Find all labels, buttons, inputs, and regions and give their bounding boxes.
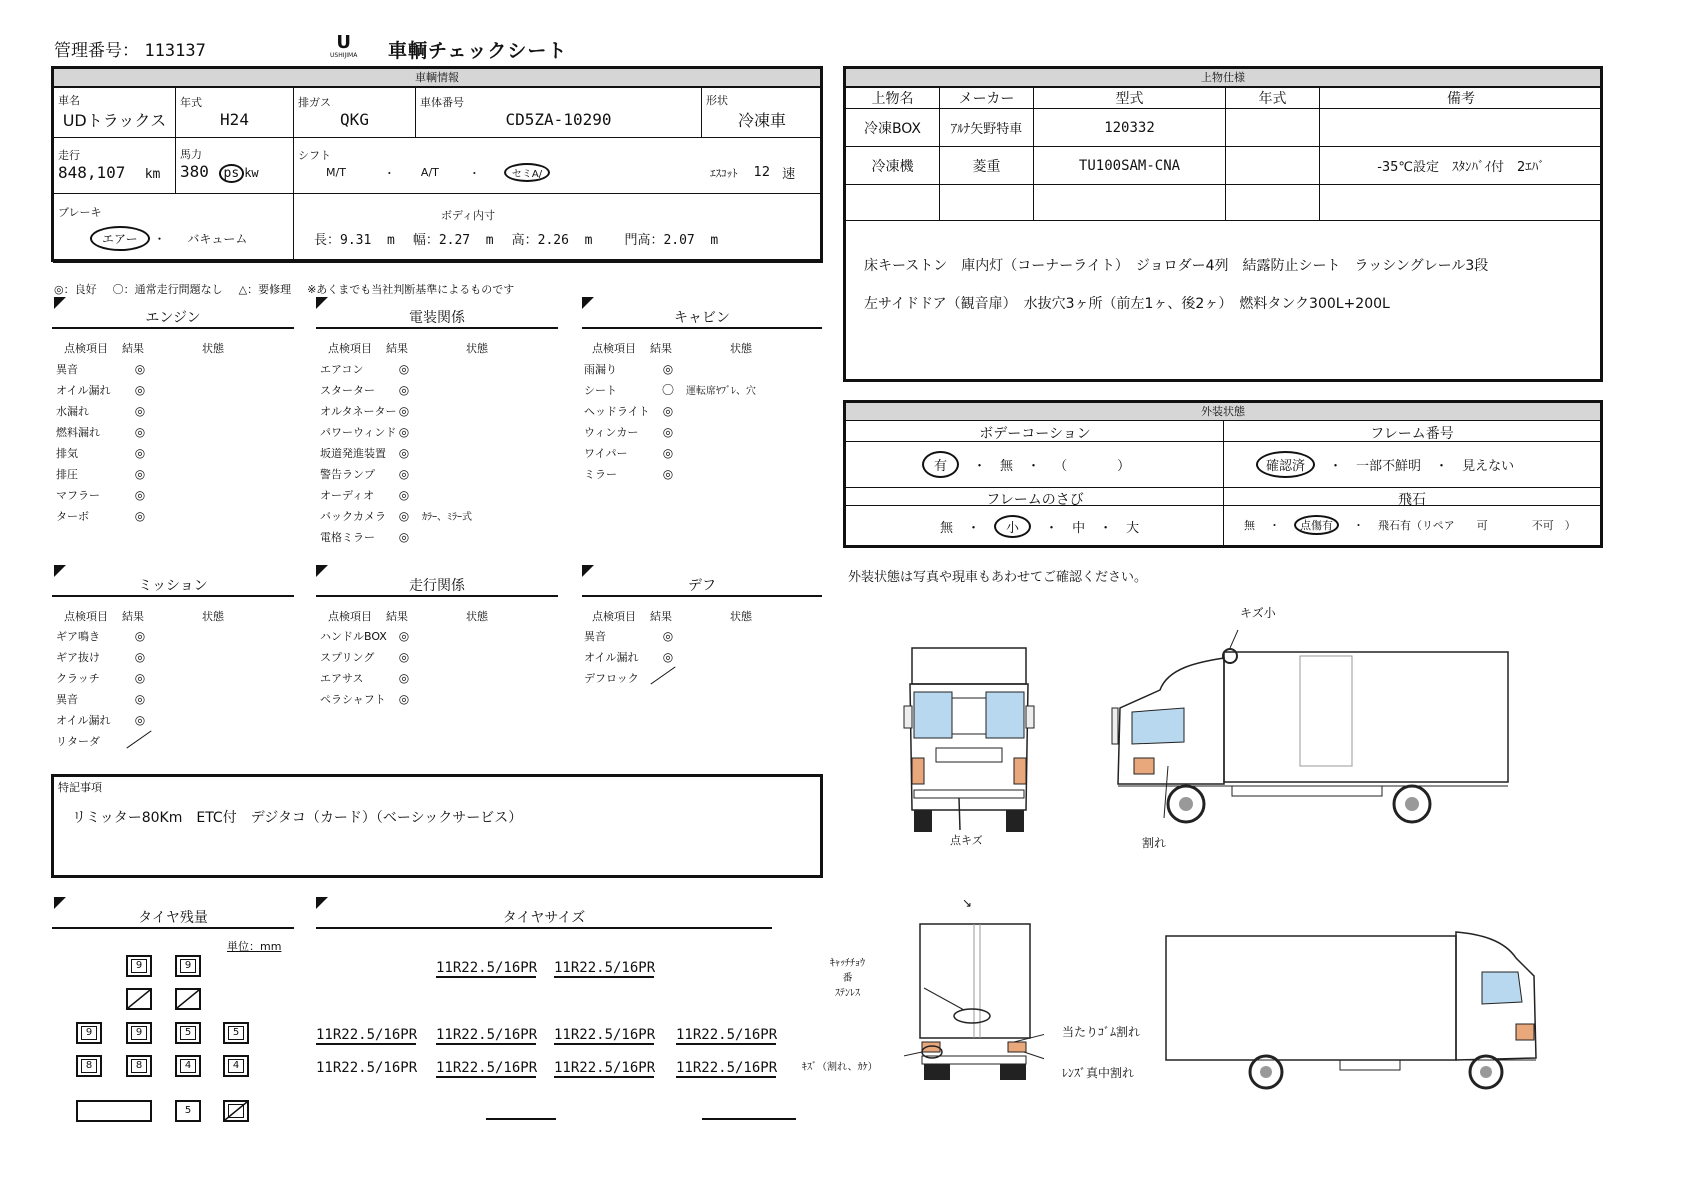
tire-size-r2-1: 11R22.5/16PR <box>316 1060 418 1076</box>
truck-side-view-left <box>1108 628 1518 838</box>
running-list <box>320 625 422 709</box>
inspection-row <box>584 463 756 484</box>
remarks-text: リミッター80Km ETC付 デジタコ（カード）（ベーシックサービス） <box>72 810 523 826</box>
body-spec-row-unit: 冷凍機 菱重 TU100SAM-CNA -35℃設定 ｽﾀﾝﾊﾞｲ付 2ｴﾊﾞ <box>846 147 1603 185</box>
tire-size-r2-3: 11R22.5/16PR <box>554 1060 656 1076</box>
tire-rear2-inner-left: 8 <box>126 1055 152 1077</box>
car-name-cell: 車名 UDトラックス <box>54 88 176 138</box>
brake-air: エアー <box>90 226 150 251</box>
tire-size-r1-4: 11R22.5/16PR <box>676 1027 778 1043</box>
inspection-item: ペラシャフト <box>320 692 386 706</box>
truck-rear-view <box>904 902 1044 1082</box>
inspection-row <box>56 646 158 667</box>
year-cell: 年式 H24 <box>176 88 294 138</box>
chip-stone-damage: 飛石有（リペア 可 不可 ） <box>1378 519 1576 532</box>
remarks-panel <box>51 774 823 878</box>
running-col-headers: 点検項目 結果 状態 <box>328 610 488 623</box>
inspection-result: ◎ <box>662 403 674 418</box>
tire-remain-title: タイヤ残量 <box>52 907 294 929</box>
inspection-row <box>56 421 158 442</box>
body-length: 9.31 <box>340 232 372 248</box>
inspection-item: 坂道発進装置 <box>320 446 386 460</box>
inspection-item: ウィンカー <box>584 425 639 439</box>
inspection-result: ◎ <box>134 649 146 664</box>
inspection-row <box>584 379 756 400</box>
body-spec-note-2: 左サイドドア（観音扉） 水抜穴3ヶ所（前左1ヶ、後2ヶ） 燃料タンク300L+200L <box>864 296 1390 312</box>
brake-cell: ブレーキ エアー ・ バキューム <box>54 194 294 263</box>
truck-side-view-right <box>1160 924 1540 1090</box>
shape-cell: 形状 冷凍車 <box>702 88 823 138</box>
inspection-item: ミラー <box>584 467 617 481</box>
body-spec-row-empty <box>846 185 1603 221</box>
mission-title: ミッション <box>52 575 294 597</box>
horsepower-cell: 馬力 380 ps kw <box>176 138 294 194</box>
inspection-row <box>56 505 158 526</box>
inspection-item: リターダ <box>56 734 100 748</box>
spare-tire-holder <box>76 1100 152 1122</box>
escot-gears: 12 <box>753 165 771 180</box>
tire-rear1-outer-right: 5 <box>223 1022 249 1044</box>
vehicle-shape: 冷凍車 <box>737 111 786 130</box>
inspection-result: ◎ <box>398 382 410 397</box>
tire-spare2-na <box>223 1100 249 1122</box>
page-title: 車輌チェックシート <box>388 40 568 62</box>
inspection-result: ◎ <box>398 628 410 643</box>
inspection-result: ◎ <box>398 529 410 544</box>
rear-scratch-label: ｷｽﾞ（割れ、ｶｹ） <box>802 1062 878 1073</box>
inspection-result: ◎ <box>398 424 410 439</box>
inspection-result: ◎ <box>134 628 146 643</box>
rust-large: 大 <box>1126 521 1140 536</box>
frame-rust-options: 無 ・ 小 ・ 中 ・ 大 <box>940 515 1139 538</box>
tire-unit: 単位：mm <box>227 940 282 953</box>
exterior-notice: 外装状態は写真や現車もあわせてご確認ください。 <box>848 570 1148 585</box>
inspection-row <box>56 463 158 484</box>
inspection-item: シート <box>584 383 617 397</box>
inspection-row <box>320 463 472 484</box>
inspection-item: マフラー <box>56 488 100 502</box>
mission-col-headers: 点検項目 結果 状態 <box>64 610 224 623</box>
inspection-result: ◎ <box>134 403 146 418</box>
inspection-row <box>320 625 422 646</box>
catch-label: ｷｬｯﾁﾁｮｳ 番 ｽﾃﾝﾚｽ <box>830 958 865 999</box>
inspection-item: 異音 <box>56 362 78 376</box>
frame-unclear: 一部不鮮明 <box>1356 459 1422 474</box>
diff-title: デフ <box>582 575 822 597</box>
body-spec-header: 上物仕様 <box>846 69 1600 87</box>
inspection-item: オーディオ <box>320 488 375 502</box>
cabin-title: キャビン <box>582 307 822 329</box>
brake-vacuum: バキューム <box>187 231 248 246</box>
running-title: 走行関係 <box>316 575 558 597</box>
inspection-item: 燃料漏れ <box>56 425 100 439</box>
mileage: 848,107 <box>58 163 126 182</box>
inspection-item: スプリング <box>320 650 375 664</box>
mission-list <box>56 625 158 751</box>
inspection-row <box>320 688 422 709</box>
inspection-row <box>584 646 686 667</box>
mileage-cell: 走行 848,107 km <box>54 138 176 194</box>
body-width: 2.27 <box>438 232 471 248</box>
body-spec-table: 上物名 メーカー 型式 年式 備考 冷凍BOX ｱﾙﾅ矢野特車 120332 冷凍機 菱重 TU100SAM-CNA -35℃設定 ｽﾀﾝﾊﾞｲ付 2ｴﾊﾞ <box>845 87 1603 221</box>
emission-code: QKG <box>340 110 369 129</box>
inspection-item: オイル漏れ <box>56 383 111 397</box>
inspection-item: ハンドルBOX <box>320 629 387 643</box>
escot-label: ｴｽｺｯﾄ <box>710 166 738 180</box>
electrical-title: 電装関係 <box>316 307 558 329</box>
scratch-small-label: キズ小 <box>1240 606 1276 620</box>
tire-size-front-left: 11R22.5/16PR <box>436 960 538 976</box>
frame-rust-label: フレームのさび <box>986 492 1084 508</box>
vehicle-info-header: 車輌情報 <box>54 69 820 87</box>
body-spec-row-box: 冷凍BOX ｱﾙﾅ矢野特車 120332 <box>846 109 1603 147</box>
engine-col-headers: 点検項目 結果 状態 <box>64 342 224 355</box>
vehicle-info-panel <box>51 66 823 262</box>
inspection-item: 排気 <box>56 446 78 460</box>
bodycoat-label: ボデーコーション <box>979 426 1091 442</box>
chip-spot-damage: 点傷有 <box>1294 515 1339 535</box>
shift-mt: M/T <box>326 166 346 179</box>
tire-size-r2-2: 11R22.5/16PR <box>436 1060 538 1076</box>
exterior-panel <box>843 400 1603 548</box>
tire-rear1-outer-left: 9 <box>76 1022 102 1044</box>
cabin-list <box>584 358 756 484</box>
inspection-result: ◎ <box>398 403 410 418</box>
rust-medium: 中 <box>1072 521 1086 536</box>
inspection-item: 警告ランプ <box>320 467 375 481</box>
tire-mid-right-na <box>175 988 201 1010</box>
inspection-item: 異音 <box>584 629 606 643</box>
spare-size-line-2 <box>702 1118 796 1120</box>
exterior-header: 外装状態 <box>846 403 1600 421</box>
inspection-row <box>56 379 158 400</box>
tire-rear2-inner-right: 4 <box>175 1055 201 1077</box>
inspection-item: ワイパー <box>584 446 628 460</box>
engine-title: エンジン <box>52 307 294 329</box>
crack-label: 割れ <box>1142 836 1167 850</box>
inspection-row <box>56 400 158 421</box>
inspection-item: オイル漏れ <box>584 650 639 664</box>
tire-size-r1-1: 11R22.5/16PR <box>316 1027 418 1043</box>
bodycoat-no: 無 <box>1000 459 1014 474</box>
body-height: 2.26 <box>537 232 569 248</box>
tire-mid-left-na <box>126 988 152 1010</box>
tire-front-right: 9 <box>175 955 201 977</box>
tire-size-title: タイヤサイズ <box>316 907 772 929</box>
mileage-unit: km <box>144 167 161 182</box>
inspection-result: ◎ <box>398 487 410 502</box>
inspection-result: ◎ <box>398 670 410 685</box>
inspection-result: ◎ <box>134 424 146 439</box>
vehicle-info-row3 <box>53 193 823 263</box>
management-number <box>54 36 206 61</box>
stone-chip-options: 無 ・ 点傷有 ・ 飛石有（リペア 可 不可 ） <box>1244 515 1576 535</box>
inspection-row <box>56 625 158 646</box>
logo-mark: U <box>336 32 351 53</box>
inspection-row <box>320 358 472 379</box>
inspection-row <box>56 730 158 751</box>
engine-list <box>56 358 158 526</box>
inspection-result: 〇 <box>661 383 674 397</box>
inspection-result: ◎ <box>134 361 146 376</box>
frame-confirmed: 確認済 <box>1256 451 1315 478</box>
inspection-item: クラッチ <box>56 671 100 685</box>
chassis-number: CD5ZA-10290 <box>505 110 612 129</box>
tire-rear2-outer-right: 4 <box>223 1055 249 1077</box>
inspection-result: ◎ <box>662 649 674 664</box>
tire-size-r1-2: 11R22.5/16PR <box>436 1027 538 1043</box>
frame-invisible: 見えない <box>1462 459 1515 474</box>
inspection-row <box>320 646 422 667</box>
inspection-result: ◎ <box>398 466 410 481</box>
rust-small: 小 <box>994 515 1031 538</box>
inspection-row <box>320 526 472 547</box>
inspection-result: ◎ <box>398 361 410 376</box>
remarks-label: 特記事項 <box>58 781 102 794</box>
inspection-status: ｶﾗｰ、ﾐﾗｰ式 <box>422 512 472 523</box>
inspection-result: ◎ <box>398 508 410 523</box>
hp-unit-kw: kw <box>244 166 259 180</box>
inspection-item: ヘッドライト <box>584 404 650 418</box>
inspection-item: オルタネーター <box>320 404 397 418</box>
inspection-result: ◎ <box>134 508 146 523</box>
inspection-item: オイル漏れ <box>56 713 111 727</box>
inspection-result: ◎ <box>398 691 410 706</box>
stone-chip-label: 飛石 <box>1398 492 1426 508</box>
inspection-item: 雨漏り <box>584 362 617 376</box>
shift-at: A/T <box>420 166 439 179</box>
frame-number-options: 確認済 ・ 一部不鮮明 ・ 見えない <box>1256 451 1514 478</box>
inspection-row <box>320 667 422 688</box>
tire-size-r2-4: 11R22.5/16PR <box>676 1060 778 1076</box>
rear-top-mark: ↘ <box>962 896 973 910</box>
inspection-row <box>584 442 756 463</box>
inspection-row <box>56 709 158 730</box>
inspection-item: 排圧 <box>56 467 78 481</box>
inspection-row <box>584 400 756 421</box>
shift-semi-auto: セミA/ <box>504 163 550 182</box>
inspection-status: 運転席ﾔﾌﾞﾚ、穴 <box>686 386 756 397</box>
chip-none: 無 <box>1244 519 1255 532</box>
tire-spare: 5 <box>175 1100 201 1122</box>
chassis-cell: 車体番号 CD5ZA-10290 <box>416 88 702 138</box>
inspection-item: エアコン <box>320 362 364 376</box>
emission-cell: 排ガス QKG <box>294 88 416 138</box>
inspection-result: ◎ <box>662 628 674 643</box>
electrical-list <box>320 358 472 547</box>
shift-cell: シフト M/T ・ A/T ・ セミA/ ｴｽｺｯﾄ 12 速 <box>294 138 823 194</box>
inspection-row <box>584 625 686 646</box>
logo-text: USHIJIMA <box>330 52 358 59</box>
horsepower: 380 <box>180 162 209 181</box>
tire-rear1-inner-right: 5 <box>175 1022 201 1044</box>
tire-size-r1-3: 11R22.5/16PR <box>554 1027 656 1043</box>
truck-front-view <box>900 640 1050 840</box>
inspection-row <box>56 442 158 463</box>
inspection-result: ◎ <box>134 712 146 727</box>
inspection-item: バックカメラ <box>320 509 386 523</box>
company-logo <box>330 34 357 59</box>
vehicle-info-table <box>53 87 823 138</box>
front-point-scratch-label: 点キズ <box>950 834 983 847</box>
tire-size-front-right: 11R22.5/16PR <box>554 960 656 976</box>
inspection-result: ◎ <box>134 382 146 397</box>
inspection-result: ◎ <box>134 487 146 502</box>
diff-col-headers: 点検項目 結果 状態 <box>592 610 752 623</box>
body-spec-note-1: 床キーストン 庫内灯（コーナーライト） ジョロダー4列 結露防止シート ラッシングレール3段 <box>864 258 1489 274</box>
model-year: H24 <box>220 110 249 129</box>
spare-size-line-1 <box>486 1118 556 1120</box>
inspection-result: ◎ <box>662 424 674 439</box>
management-number-label: 管理番号： <box>54 41 139 61</box>
inspection-item: デフロック <box>584 671 639 685</box>
inspection-item: 電格ミラー <box>320 530 375 544</box>
inspection-row <box>320 505 472 526</box>
inspection-row <box>56 688 158 709</box>
inspection-row <box>584 421 756 442</box>
inspection-result: ◎ <box>662 445 674 460</box>
inspection-row <box>56 484 158 505</box>
tire-front-left: 9 <box>126 955 152 977</box>
bodycoat-options: 有 ・ 無 ・ （ ） <box>922 451 1138 478</box>
inspection-row <box>320 421 472 442</box>
inspection-result: ◎ <box>398 445 410 460</box>
management-number-value: 113137 <box>144 41 206 61</box>
inspection-item: 水漏れ <box>56 404 89 418</box>
body-spec-panel <box>843 66 1603 382</box>
inspection-item: ギア鳴き <box>56 629 100 643</box>
hp-unit-ps: ps <box>219 164 245 183</box>
electrical-col-headers: 点検項目 結果 状態 <box>328 342 488 355</box>
result-legend: ◎：良好 〇：通常走行問題なし △：要修理 ※あくまでも当社判断基準によるものです <box>54 283 515 296</box>
tire-rear1-inner-left: 9 <box>126 1022 152 1044</box>
lens-crack-label: ﾚﾝｽﾞ真中割れ <box>1062 1066 1135 1080</box>
inspection-row <box>584 358 756 379</box>
inspection-result: ◎ <box>134 466 146 481</box>
inspection-item: 異音 <box>56 692 78 706</box>
vehicle-info-row2 <box>53 137 823 194</box>
inspection-result: ◎ <box>134 691 146 706</box>
rust-none: 無 <box>940 521 954 536</box>
inspection-row <box>320 400 472 421</box>
inspection-result: ◎ <box>662 466 674 481</box>
rubber-crack-label: 当たりｺﾞﾑ割れ <box>1062 1025 1141 1039</box>
bodycoat-yes: 有 <box>922 451 959 478</box>
tire-rear2-outer-left: 8 <box>76 1055 102 1077</box>
inspection-result: ◎ <box>398 649 410 664</box>
inspection-result: ◎ <box>662 361 674 376</box>
cabin-col-headers: 点検項目 結果 状態 <box>592 342 752 355</box>
inspection-row <box>320 484 472 505</box>
inspection-item: エアサス <box>320 671 364 685</box>
body-dimensions-cell: ボディ内寸 長：9.31 m 幅：2.27 m 高：2.26 m 門高：2.07 m <box>294 194 823 263</box>
inspection-result: ◎ <box>134 445 146 460</box>
inspection-row <box>320 379 472 400</box>
inspection-result: ◎ <box>134 670 146 685</box>
inspection-item: ターボ <box>56 509 89 523</box>
inspection-row <box>320 442 472 463</box>
inspection-row <box>56 358 158 379</box>
inspection-item: スターター <box>320 383 375 397</box>
inspection-row <box>56 667 158 688</box>
inspection-item: ギア抜け <box>56 650 100 664</box>
gate-height: 2.07 <box>663 232 695 248</box>
frame-number-label: フレーム番号 <box>1370 426 1454 442</box>
diff-list <box>584 625 686 688</box>
car-name: UDトラックス <box>62 111 167 130</box>
inspection-item: パワーウィンド <box>320 425 397 439</box>
